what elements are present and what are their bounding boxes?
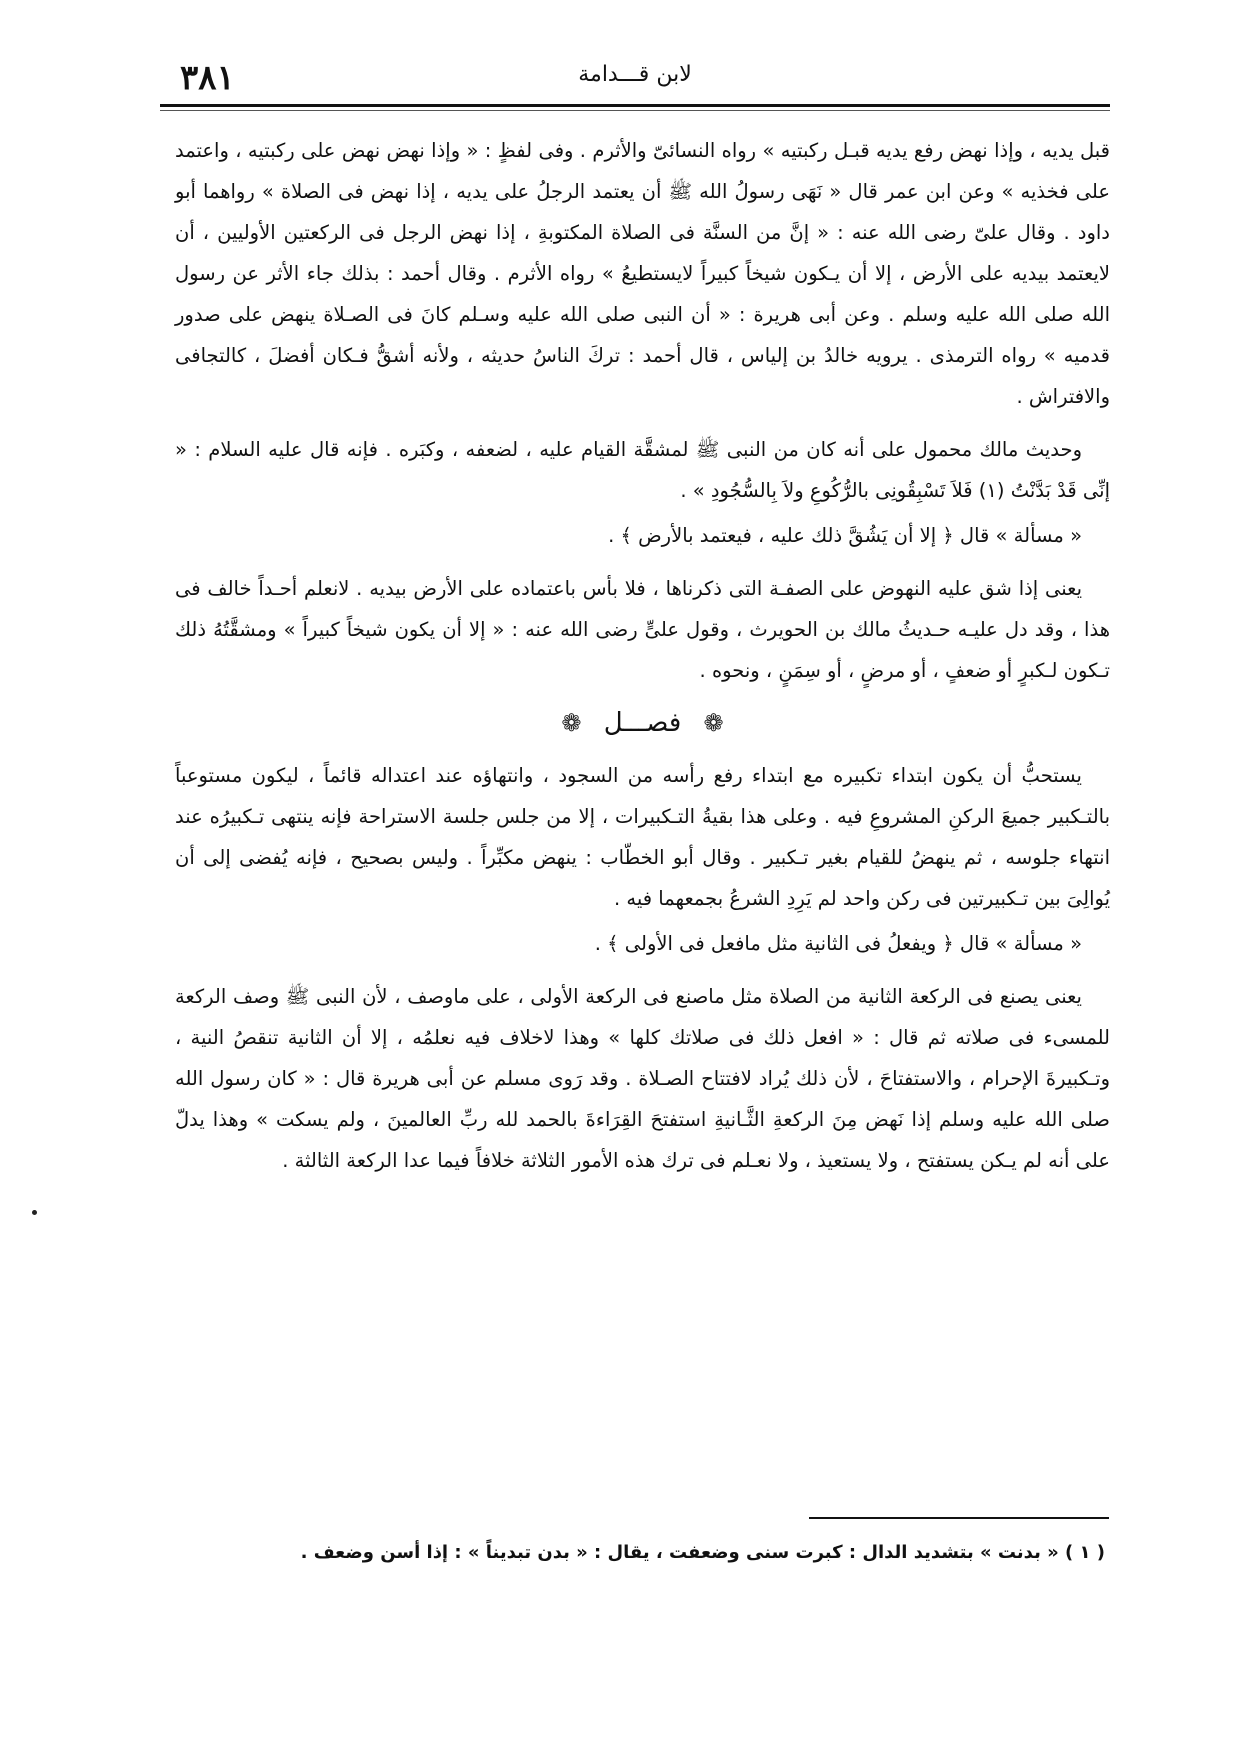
main-text <box>175 130 1110 1181</box>
ornament-right-icon: ❁ <box>703 709 724 737</box>
margin-speck <box>32 1210 37 1215</box>
paragraph-2: وحديث مالك محمول على أنه كان من النبى ﷺ لمشقَّة القيام عليه ، لضعفه ، وكبَره . فإنه قال عليه السلام : « إنِّى قَدْ بَدَّنْتُ (١) فَلاَ تَسْبِقُونِى بالرُّكُوعِ ولاَ بِالسُّجُودِ » . <box>175 438 1110 502</box>
header-rule <box>160 104 1110 107</box>
paragraph-3: يعنى إذا شق عليه النهوض على الصفـة التى ذكرناها ، فلا بأس باعتماده على الأرض بيديه . لانعلم أحـداً خالف فى هذا ، وقد دل عليـه حـديثُ مالك بن الحويرث ، وقول علىٍّ رضى الله عنه : « إلا أن يكون شيخاً كبيراً » ومشقَّتُهُ ذلك تـكون لـكبرٍ أو ضعفٍ ، أو مرضٍ ، أو سِمَنٍ ، ونحوه . <box>175 577 1110 682</box>
running-title: لابن قـــدامة <box>578 62 692 87</box>
footnote-rule <box>809 1517 1109 1519</box>
section-heading-word: فصـــل <box>603 708 682 738</box>
paragraph-5: يعنى يصنع فى الركعة الثانية من الصلاة مثل ماصنع فى الركعة الأولى ، على ماوصف ، لأن النبى ﷺ وصف الركعة للمسىء فى صلاته ثم قال : « افعل ذلك فى صلاتك كلها » وهذا لاخلاف فيه نعلمُه ، إلا أن الثانية تنقصُ النية ، وتـكبيرةَ الإحرام ، والاستفتاحَ ، لأن ذلك يُراد لافتتاح الصـلاة . وقد رَوى مسلم عن أبى هريرة قال : « كان رسول الله صلى الله عليه وسلم إذا نَهض مِنَ الركعةِ الثَّـانيةِ استفتحَ القِرَاءةَ بالحمد لله ربِّ العالمينَ ، ولم يسكت » وهذا يدلّ على أنه لم يـكن يستفتح ، ولا يستعيذ ، ولا نعـلم فى ترك هذه الأمور الثلاثة خلافاً فيما عدا الركعة الثالثة . <box>175 985 1110 1172</box>
masala-2: « مسألة » قال ﴿ ويفعلُ فى الثانية مثل مافعل فى الأولى ﴾ . <box>594 932 1082 955</box>
ornament-left-icon: ❁ <box>561 709 582 737</box>
paragraph-4: يستحبُّ أن يكون ابتداء تكبيره مع ابتداء رفع رأسه من السجود ، وانتهاؤه عند اعتداله قائماً ، ليكون مستوعباً بالتـكبير جميعَ الركنِ المشروعِ فيه . وعلى هذا بقيةُ التـكبيرات ، إلا من جلس جلسة الاستراحة فإنه ينتهى تـكبيرُه عند انتهاء جلوسه ، ثم ينهضُ للقيام بغير تـكبير . وقال أبو الخطّاب : ينهض مكبِّراً . وليس بصحيح ، فإنه يُفضى إلى أن يُوالِىَ بين تـكبيرتين فى ركن واحد لم يَرِدِ الشرعُ بجمعهما فيه . <box>175 764 1110 910</box>
section-heading <box>175 701 1110 745</box>
header-rule-thin <box>160 110 1110 111</box>
page-number: ٣٨١ <box>180 58 235 98</box>
masala-1: « مسألة » قال ﴿ إلا أن يَشُقَّ ذلك عليه ، فيعتمد بالأرض ﴾ . <box>608 524 1082 547</box>
footnote: ( ١ ) « بدنت » بتشديد الدال : كبرت سنى وضعفت ، يقال : « بدن تبديناً » : إذا أسن وضعف . <box>300 1542 1105 1563</box>
page-header <box>160 52 1110 102</box>
paragraph-1: قبل يديه ، وإذا نهض رفع يديه قبـل ركبتيه » رواه النسائىّ والأثرم . وفى لفظٍ : « وإذا نهض نهض على ركبتيه ، واعتمد على فخذيه » وعن ابن عمر قال « نَهَى رسولُ الله ﷺ أن يعتمد الرجلُ على يديه ، إذا نهض فى الصلاة » رواهما أبو داود . وقال علىّ رضى الله عنه : « إنَّ من السنَّة فى الصلاة المكتوبةِ ، إذا نهض الرجل فى الركعتين الأوليين ، أن لايعتمد بيديه على الأرض ، إلا أن يـكون شيخاً كبيراً لايستطيعُ » رواه الأثرم . وقال أحمد : بذلك جاء الأثر عن رسول الله صلى الله عليه وسلم . وعن أبى هريرة : « أن النبى صلى الله عليه وسـلم كانَ فى الصـلاة ينهض على صدور قدميه » رواه الترمذى . يرويه خالدُ بن إلياس ، قال أحمد : تركَ الناسُ حديثه ، ولأنه أشقُّ فـكان أفضلَ ، كالتجافى والافتراش . <box>175 139 1110 408</box>
